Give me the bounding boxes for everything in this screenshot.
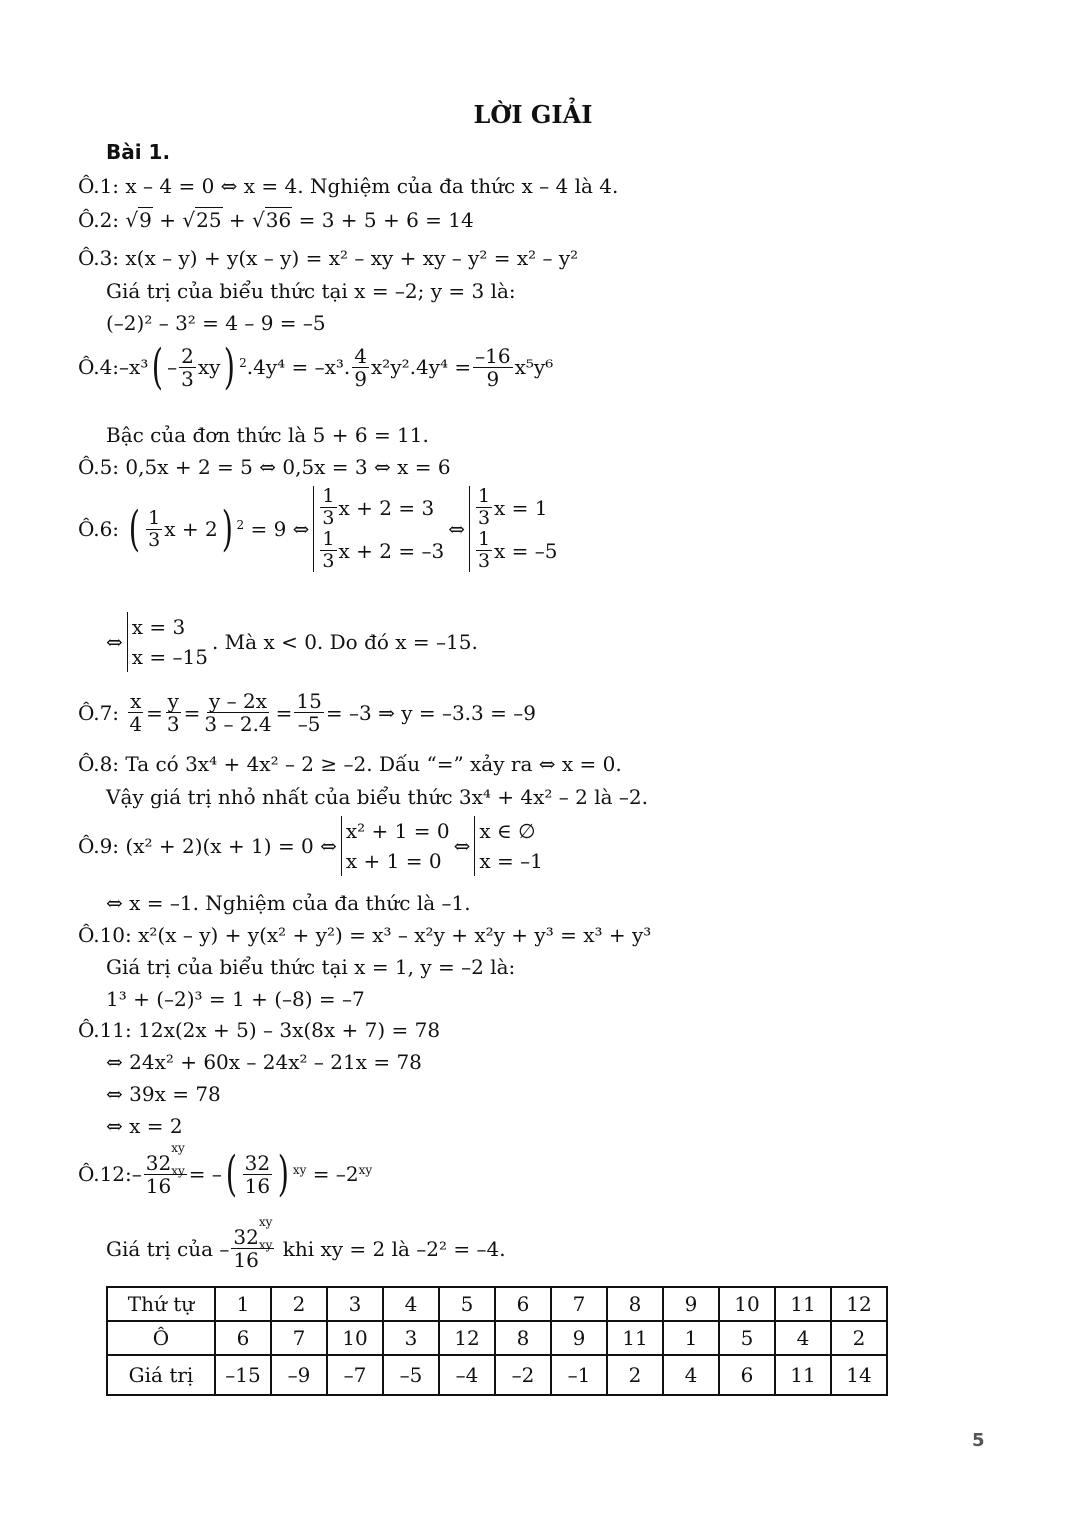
o10-line3: 1³ + (–2)³ = 1 + (–8) = –7 [106, 987, 365, 1011]
section-heading: Bài 1. [106, 140, 171, 164]
o11-line3: ⇔ 39x = 78 [106, 1082, 221, 1106]
answer-table [106, 1286, 888, 1396]
o6-line: Ô.6: ( 1 3 x + 2 ) $^2$ = 9 ⇔ 1 3 x + 2 = 3 1 3 x + 2 = –3 ⇔ 1 3 x = 1 1 3 x = –5 [78, 485, 558, 572]
o6-lead: Ô.6: [78, 517, 120, 541]
o2-result: = 3 + 5 + 6 = 14 [298, 208, 474, 232]
table-cell: 8 [495, 1321, 551, 1355]
table-cell: 6 [495, 1287, 551, 1321]
o12-lead: Ô.12: [78, 1162, 132, 1186]
table-cell: 12 [831, 1287, 887, 1321]
o4-result: Bậc của đơn thức là 5 + 6 = 11. [106, 423, 429, 447]
o11-line4: ⇔ x = 2 [106, 1114, 183, 1138]
o1-line: Ô.1: x – 4 = 0 ⇔ x = 4. Nghiệm của đa thức x – 4 là 4. [78, 174, 619, 198]
o9-line2: ⇔ x = –1. Nghiệm của đa thức là –1. [106, 891, 471, 915]
table-cell: 9 [663, 1287, 719, 1321]
table-cell: 14 [831, 1355, 887, 1395]
table-cell: –5 [383, 1355, 439, 1395]
o10-line1: Ô.10: x²(x – y) + y(x² + y²) = x³ – x²y + x²y + y³ = x³ + y³ [78, 923, 652, 947]
o7-lead: Ô.7: [78, 700, 120, 725]
o12-value-prefix: Giá trị của – [106, 1236, 230, 1261]
o10-line2: Giá trị của biểu thức tại x = 1, y = –2 là: [106, 955, 516, 979]
table-cell: 10 [719, 1287, 775, 1321]
o5-line: Ô.5: 0,5x + 2 = 5 ⇔ 0,5x = 3 ⇔ x = 6 [78, 455, 451, 479]
table-cell: 9 [551, 1321, 607, 1355]
table-cell: 5 [439, 1287, 495, 1321]
table-cell: 4 [775, 1321, 831, 1355]
o7-line: Ô.7: x 4 = y 3 = y – 2x 3 – 2.4 = 15 –5 = –3 ⇒ y = –3.3 = –9 [78, 689, 536, 736]
row-label: Ô [107, 1321, 215, 1355]
table-cell: –7 [327, 1355, 383, 1395]
o12-value-suffix: khi xy = 2 là –2² = –4. [282, 1236, 506, 1261]
o4-lead: Ô.4: [78, 355, 120, 379]
table-cell: 6 [215, 1321, 271, 1355]
table-cell: 6 [719, 1355, 775, 1395]
o11-line1: Ô.11: 12x(2x + 5) – 3x(8x + 7) = 78 [78, 1018, 441, 1042]
table-cell: –2 [495, 1355, 551, 1395]
table-row-cells [107, 1321, 887, 1355]
table-cell: 7 [271, 1321, 327, 1355]
o3-line3: (–2)² – 3² = 4 – 9 = –5 [106, 311, 326, 335]
table-row-order [107, 1287, 887, 1321]
o9-line: Ô.9: (x² + 2)(x + 1) = 0 ⇔ x² + 1 = 0 x + 1 = 0 ⇔ x ∈ ∅ x = –1 [78, 816, 547, 876]
table-cell: 8 [607, 1287, 663, 1321]
o8-line2: Vậy giá trị nhỏ nhất của biểu thức 3x⁴ + 4x² – 2 là –2. [106, 785, 648, 809]
table-cell: –15 [215, 1355, 271, 1395]
row-label: Giá trị [107, 1355, 215, 1395]
table-cell: –4 [439, 1355, 495, 1395]
table-cell: 5 [719, 1321, 775, 1355]
o4-line: Ô.4: –x³ ( – 2 3 xy ) $^2$ .4y⁴ = –x³. 4 9 x²y².4y⁴ = –16 9 x⁵y⁶ [78, 339, 554, 395]
o6-conclusion: . Mà x < 0. Do đó x = –15. [211, 630, 478, 654]
table-cell: 3 [327, 1287, 383, 1321]
table-cell: 3 [383, 1321, 439, 1355]
table-row-values [107, 1355, 887, 1395]
table-cell: 4 [663, 1355, 719, 1395]
table-cell: 11 [775, 1355, 831, 1395]
o11-line2: ⇔ 24x² + 60x – 24x² – 21x = 78 [106, 1050, 422, 1074]
o2-lead: Ô.2: [78, 208, 120, 232]
page-number: 5 [972, 1430, 985, 1451]
table-cell: –9 [271, 1355, 327, 1395]
o8-line1: Ô.8: Ta có 3x⁴ + 4x² – 2 ≥ –2. Dấu “=” xảy ra ⇔ x = 0. [78, 752, 622, 776]
table-cell: 11 [775, 1287, 831, 1321]
table-cell: 11 [607, 1321, 663, 1355]
table-cell: 1 [215, 1287, 271, 1321]
o12-value-line: Giá trị của – $32^{xy}$ $16^{xy}$ khi xy = 2 là –2² = –4. [106, 1215, 506, 1272]
table-cell: –1 [551, 1355, 607, 1395]
o2-line: Ô.2: √9 + √25 + √36 = 3 + 5 + 6 = 14 [78, 208, 474, 232]
row-label: Thứ tự [107, 1287, 215, 1321]
o6-conclusion-line: ⇔ x = 3 x = –15 . Mà x < 0. Do đó x = –15. [106, 612, 478, 672]
table-cell: 12 [439, 1321, 495, 1355]
page-title: LỜI GIẢI [473, 100, 593, 129]
o9-lead: Ô.9: (x² + 2)(x + 1) = 0 [78, 834, 314, 858]
table-cell: 2 [831, 1321, 887, 1355]
table-cell: 1 [663, 1321, 719, 1355]
table-cell: 7 [551, 1287, 607, 1321]
table-cell: 4 [383, 1287, 439, 1321]
o3-line1: Ô.3: x(x – y) + y(x – y) = x² – xy + xy – y² = x² – y² [78, 246, 579, 270]
o3-line2: Giá trị của biểu thức tại x = –2; y = 3 là: [106, 279, 516, 303]
o12-line: Ô.12: – $32^{xy}$ $16^{xy}$ = – ( 32 16 ) $^{xy}$ = –2 $^{xy}$ [78, 1140, 373, 1202]
table-cell: 2 [607, 1355, 663, 1395]
table-cell: 2 [271, 1287, 327, 1321]
table-cell: 10 [327, 1321, 383, 1355]
